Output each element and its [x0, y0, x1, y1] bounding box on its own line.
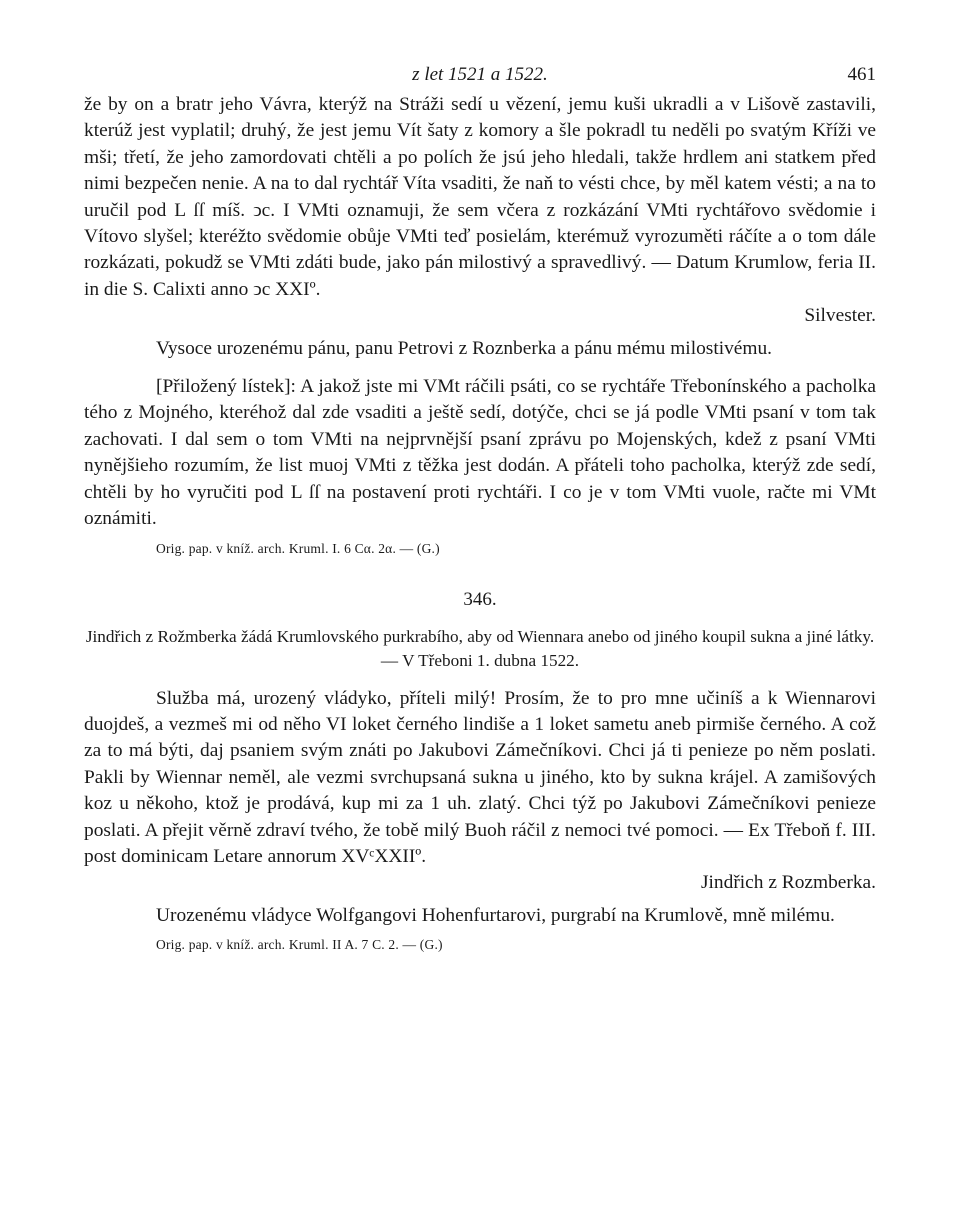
letter-continuation: že by on a bratr jeho Vávra, kterýž na Stráži sedí u vězení, jemu kuši ukradli a v Lišově zastavili, kterúž jest vyplatil; druhý, že jest jemu Vít šaty z komory a šle pokradl tu neděli po svatým Kříži ve mši; třetí, že jeho zamordovati chtěli a po polích že jsú jeho hledali, takže hrdlem ani statkem před nimi bezpečen nenie. A na to dal rychtář Víta vsaditi, že naň to vésti chce, by měl katem vésti; a na to uručil pod L ſſ míš. ͻc. I VMti oznamuji, že sem včera z rozkázání VMti rychtářovo svědomie i Vítovo slyšel; kteréžto svědomie obůje VMti teď posielám, kterémuž vyrozuměti ráčíte a o tom dále rozkázati, pokudž se VMti zdáti bude, jako pán milostivý a spravedlivý. — Datum Krumlow, feria II. in die S. Calixti anno ͻc XXIº.	[84, 94, 876, 300]
running-title: z let 1521 a 1522.	[412, 64, 548, 85]
source-note: Orig. pap. v kníž. arch. Kruml. I. 6 Cα. 2α. — (G.)	[156, 540, 440, 556]
letter-address-2: Urozenému vládyce Wolfgangovi Hohenfurtarovi, purgrabí na Krumlově, mně milému.	[156, 904, 835, 926]
enclosure-note: [Přiložený lístek]: A jakož jste mi VMt ráčili psáti, co se rychtáře Třebonínského a pacholka tého z Mojného, kteréhož dal zde vsaditi a ještě sedí, dotýče, chci se já podle VMti psaní v tom tak zachovati. I dal sem o tom VMti na nejprvnější psaní zprávu po Mojenských, kdež z psaní VMti nynějšieho rozumím, že list muoj VMti z těžka jest dodán. A přáteli toho pacholka, kterýž zde sedí, chtěli by ho vyručiti pod L ſſ na postavení proti rychtáři. I co je v tom VMti vuole, račte mi VMt oznámiti.	[84, 376, 876, 530]
source-note-2: Orig. pap. v kníž. arch. Kruml. II A. 7 C. 2. — (G.)	[156, 937, 443, 953]
page	[84, 58, 876, 955]
letter-body: Služba má, urozený vládyko, příteli milý! Prosím, že to pro mne učiníš a k Wiennarovi duojdeš, a vezmeš mi od něho VI loket černého lindiše a 1 loket sametu aneb pirmiše černého. A což za to má býti, daj psaniem svým znáti po Jakubovi Zámečníkovi. Chci já ti penieze po něm poslati. Pakli by Wiennar neměl, ale vezmi svrchupsaná sukna u jiného, kto by sukna krájel. A zamišových koz u někoho, ktož je prodává, kup mi za 1 uh. zlatý. Chci týž po Jakubovi Zámečníkovi penieze poslati. A přejit věrně zdraví tvého, že tobě milý Buoh ráčil z nemoci tvé pomoci. — Ex Třeboň f. III. post dominicam Letare annorum XVᶜXXIIº.	[84, 687, 876, 867]
letter-address: Vysoce urozenému pánu, panu Petrovi z Roznberka a pánu mému milostivému.	[156, 337, 773, 359]
signature-silvester: Silvester.	[804, 305, 876, 327]
signature-jindrich: Jindřich z Rozmberka.	[701, 872, 876, 894]
page-number: 461	[847, 64, 876, 85]
document-number: 346.	[463, 588, 497, 610]
running-head	[84, 58, 876, 92]
document-regest: Jindřich z Rožmberka žádá Krumlovského purkrabího, aby od Wiennara anebo od jiného koupil sukna a jiné látky. — V Třeboni 1. dubna 1522.	[85, 626, 875, 670]
